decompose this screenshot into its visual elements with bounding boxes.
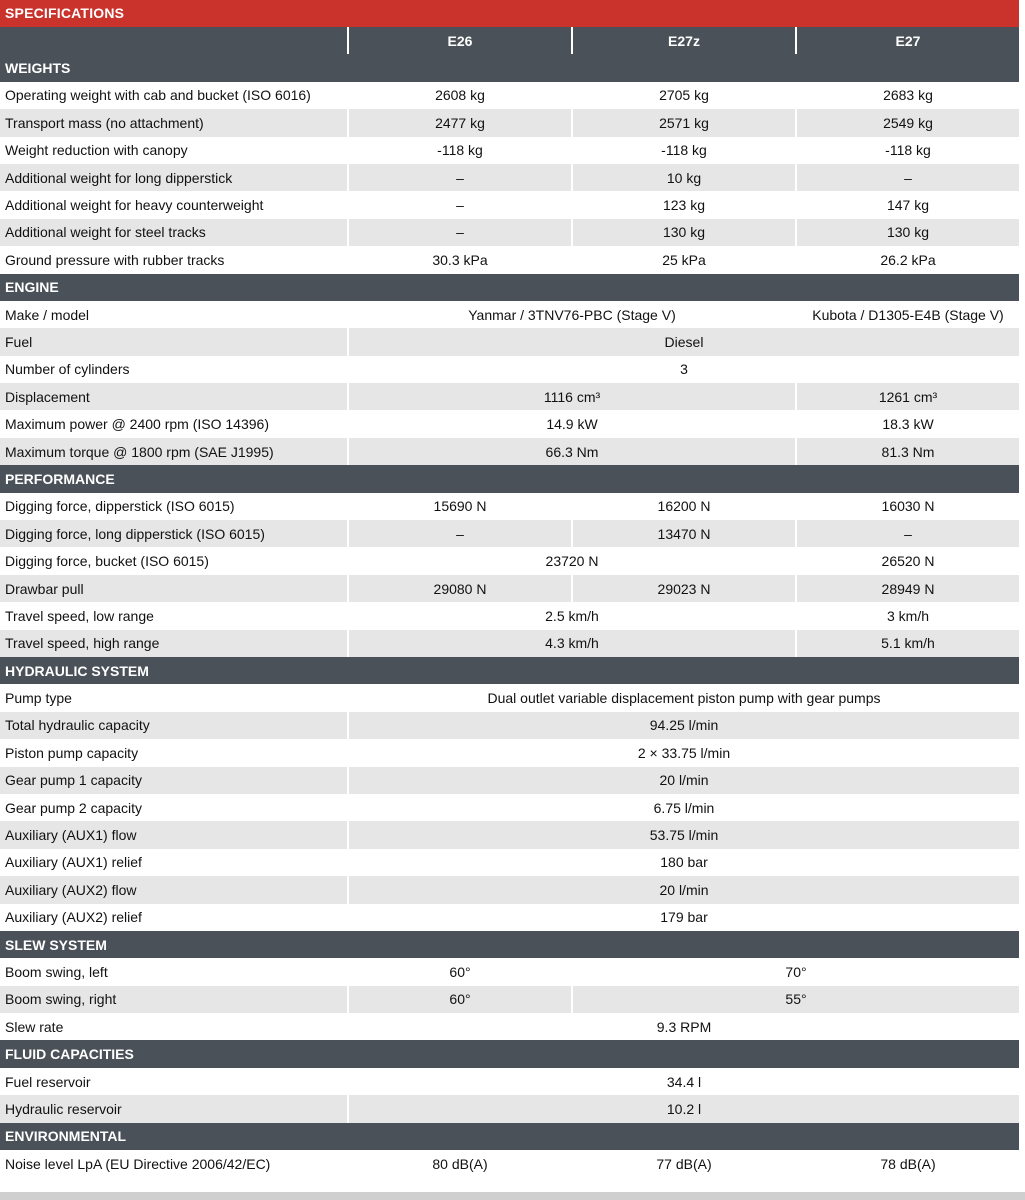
spec-row bbox=[0, 684, 1019, 711]
spec-value: 70° bbox=[571, 958, 1019, 985]
spec-row bbox=[0, 246, 1019, 273]
spec-label: Auxiliary (AUX1) relief bbox=[5, 854, 142, 871]
section-header bbox=[0, 54, 1019, 81]
spec-value: 81.3 Nm bbox=[795, 438, 1019, 465]
spec-row bbox=[0, 520, 1019, 547]
section-header bbox=[0, 1040, 1019, 1067]
spec-value: 78 dB(A) bbox=[795, 1150, 1019, 1177]
spec-value: 13470 N bbox=[571, 520, 795, 547]
spec-row bbox=[0, 986, 1019, 1013]
spec-label: Auxiliary (AUX1) flow bbox=[0, 821, 347, 848]
spec-value: 2571 kg bbox=[571, 109, 795, 136]
column-header-e26: E26 bbox=[347, 27, 571, 54]
section-title: SLEW SYSTEM bbox=[0, 931, 1019, 958]
spec-label: Auxiliary (AUX2) relief bbox=[5, 909, 142, 926]
spec-label: Digging force, dipperstick (ISO 6015) bbox=[5, 498, 235, 515]
spec-row bbox=[0, 137, 1019, 164]
section-title: ENGINE bbox=[0, 274, 1019, 301]
section-header bbox=[0, 274, 1019, 301]
page-title: SPECIFICATIONS bbox=[0, 0, 1019, 27]
spec-value: – bbox=[347, 219, 571, 246]
spec-value: 29080 N bbox=[347, 575, 571, 602]
spec-value: 25 kPa bbox=[571, 246, 795, 273]
spec-value: 3 km/h bbox=[795, 602, 1019, 629]
spec-table bbox=[0, 27, 1019, 1177]
spec-label: Digging force, long dipperstick (ISO 6015) bbox=[0, 520, 347, 547]
spec-body bbox=[0, 54, 1019, 1177]
spec-label: Boom swing, right bbox=[0, 986, 347, 1013]
spec-row bbox=[0, 1013, 1019, 1040]
spec-label: Noise level LpA (EU Directive 2006/42/EC) bbox=[5, 1155, 271, 1172]
section-header bbox=[0, 657, 1019, 684]
spec-value: 60° bbox=[347, 986, 571, 1013]
spec-label: Slew rate bbox=[5, 1018, 64, 1035]
spec-label: Displacement bbox=[0, 383, 347, 410]
spec-value: 23720 N bbox=[347, 547, 795, 574]
spec-value: 55° bbox=[571, 986, 1019, 1013]
spec-label: Maximum torque @ 1800 rpm (SAE J1995) bbox=[0, 438, 347, 465]
spec-label: Fuel reservoir bbox=[5, 1073, 91, 1090]
spec-value: 2 × 33.75 l/min bbox=[347, 739, 1019, 766]
spec-row bbox=[0, 1095, 1019, 1122]
spec-label: Boom swing, left bbox=[5, 963, 108, 980]
spec-value: 2549 kg bbox=[795, 109, 1019, 136]
spec-value: 10 kg bbox=[571, 164, 795, 191]
section-title: FLUID CAPACITIES bbox=[0, 1040, 1019, 1067]
spec-value: 15690 N bbox=[347, 493, 571, 520]
spec-value: -118 kg bbox=[571, 137, 795, 164]
spec-value: Dual outlet variable displacement piston pump with gear pumps bbox=[347, 684, 1019, 711]
spec-row bbox=[0, 602, 1019, 629]
spec-row bbox=[0, 328, 1019, 355]
spec-label: Transport mass (no attachment) bbox=[0, 109, 347, 136]
spec-value: 2608 kg bbox=[347, 82, 571, 109]
spec-value: 130 kg bbox=[571, 219, 795, 246]
spec-value: 1261 cm³ bbox=[795, 383, 1019, 410]
spec-row bbox=[0, 438, 1019, 465]
spec-label: Travel speed, high range bbox=[0, 630, 347, 657]
spec-label: Gear pump 1 capacity bbox=[0, 767, 347, 794]
spec-value: 123 kg bbox=[571, 191, 795, 218]
section-title: HYDRAULIC SYSTEM bbox=[0, 657, 1019, 684]
spec-row bbox=[0, 904, 1019, 931]
spec-label: Travel speed, low range bbox=[5, 607, 154, 624]
spec-label: Total hydraulic capacity bbox=[0, 712, 347, 739]
spec-label: Operating weight with cab and bucket (ISO 6016) bbox=[5, 87, 311, 104]
spec-value: 34.4 l bbox=[347, 1068, 1019, 1095]
spec-row bbox=[0, 630, 1019, 657]
spec-value: 1116 cm³ bbox=[347, 383, 795, 410]
spec-value: 130 kg bbox=[795, 219, 1019, 246]
spec-row bbox=[0, 164, 1019, 191]
spec-row bbox=[0, 767, 1019, 794]
spec-row bbox=[0, 82, 1019, 109]
spec-label: Weight reduction with canopy bbox=[5, 142, 188, 159]
spec-row bbox=[0, 821, 1019, 848]
spec-label: Drawbar pull bbox=[0, 575, 347, 602]
spec-value: 30.3 kPa bbox=[347, 246, 571, 273]
spec-label: Additional weight for long dipperstick bbox=[0, 164, 347, 191]
spec-value: 53.75 l/min bbox=[347, 821, 1019, 848]
spec-row bbox=[0, 739, 1019, 766]
spec-value: 147 kg bbox=[795, 191, 1019, 218]
spec-row bbox=[0, 356, 1019, 383]
section-header bbox=[0, 1123, 1019, 1150]
spec-value: 6.75 l/min bbox=[347, 794, 1019, 821]
spec-label: Auxiliary (AUX2) flow bbox=[0, 876, 347, 903]
section-title: ENVIRONMENTAL bbox=[0, 1123, 1019, 1150]
spec-label: Digging force, bucket (ISO 6015) bbox=[5, 553, 209, 570]
spec-value: 5.1 km/h bbox=[795, 630, 1019, 657]
spec-value: 20 l/min bbox=[347, 876, 1019, 903]
spec-row bbox=[0, 191, 1019, 218]
spec-row bbox=[0, 794, 1019, 821]
spec-value: 16030 N bbox=[795, 493, 1019, 520]
spec-row bbox=[0, 410, 1019, 437]
spec-label: Additional weight for steel tracks bbox=[0, 219, 347, 246]
spec-row bbox=[0, 219, 1019, 246]
spec-value: 66.3 Nm bbox=[347, 438, 795, 465]
spec-row bbox=[0, 1068, 1019, 1095]
spec-value: 28949 N bbox=[795, 575, 1019, 602]
spec-value: 10.2 l bbox=[347, 1095, 1019, 1122]
spec-value: 77 dB(A) bbox=[571, 1150, 795, 1177]
spec-value: 94.25 l/min bbox=[347, 712, 1019, 739]
spec-value: 20 l/min bbox=[347, 767, 1019, 794]
spec-value: Yanmar / 3TNV76-PBC (Stage V) bbox=[347, 301, 795, 328]
spec-row bbox=[0, 849, 1019, 876]
spec-value: -118 kg bbox=[347, 137, 571, 164]
spec-value: 29023 N bbox=[571, 575, 795, 602]
column-header-blank bbox=[0, 27, 347, 54]
spec-value: 26520 N bbox=[795, 547, 1019, 574]
section-title: WEIGHTS bbox=[0, 54, 1019, 81]
spec-label: Maximum power @ 2400 rpm (ISO 14396) bbox=[5, 416, 269, 433]
spec-label: Hydraulic reservoir bbox=[0, 1095, 347, 1122]
spec-value: 2477 kg bbox=[347, 109, 571, 136]
spec-value: – bbox=[795, 520, 1019, 547]
spec-value: 3 bbox=[347, 356, 1019, 383]
spec-value: – bbox=[795, 164, 1019, 191]
spec-value: 2705 kg bbox=[571, 82, 795, 109]
spec-value: 60° bbox=[347, 958, 571, 985]
spec-value: 180 bar bbox=[347, 849, 1019, 876]
spec-value: 2683 kg bbox=[795, 82, 1019, 109]
spec-value: 14.9 kW bbox=[347, 410, 795, 437]
column-header-e27: E27 bbox=[795, 27, 1019, 54]
spec-row bbox=[0, 575, 1019, 602]
spec-row bbox=[0, 958, 1019, 985]
spec-value: 9.3 RPM bbox=[347, 1013, 1019, 1040]
spec-value: 2.5 km/h bbox=[347, 602, 795, 629]
footer-band bbox=[0, 1192, 1025, 1200]
spec-label: Pump type bbox=[5, 690, 72, 707]
spec-value: – bbox=[347, 164, 571, 191]
spec-label: Piston pump capacity bbox=[5, 744, 139, 761]
spec-row bbox=[0, 547, 1019, 574]
spec-label: Fuel bbox=[0, 328, 347, 355]
spec-label: Ground pressure with rubber tracks bbox=[5, 251, 225, 268]
column-header-e27z: E27z bbox=[571, 27, 795, 54]
spec-value: -118 kg bbox=[795, 137, 1019, 164]
spec-value: – bbox=[347, 191, 571, 218]
spec-value: Kubota / D1305-E4B (Stage V) bbox=[795, 301, 1019, 328]
spec-label: Number of cylinders bbox=[5, 361, 130, 378]
spec-value: 16200 N bbox=[571, 493, 795, 520]
spec-row bbox=[0, 383, 1019, 410]
spec-row bbox=[0, 876, 1019, 903]
spec-value: 26.2 kPa bbox=[795, 246, 1019, 273]
section-header bbox=[0, 465, 1019, 492]
spec-label: Gear pump 2 capacity bbox=[5, 799, 142, 816]
spec-label: Make / model bbox=[5, 306, 90, 323]
spec-value: 80 dB(A) bbox=[347, 1150, 571, 1177]
spec-value: 179 bar bbox=[347, 904, 1019, 931]
spec-label: Additional weight for heavy counterweight bbox=[5, 197, 264, 214]
spec-row bbox=[0, 493, 1019, 520]
spec-row bbox=[0, 1150, 1019, 1177]
column-header-row bbox=[0, 27, 1019, 54]
spec-value: – bbox=[347, 520, 571, 547]
section-title: PERFORMANCE bbox=[0, 465, 1019, 492]
spec-value: 18.3 kW bbox=[795, 410, 1019, 437]
spec-row bbox=[0, 301, 1019, 328]
spec-value: Diesel bbox=[347, 328, 1019, 355]
spec-row bbox=[0, 109, 1019, 136]
spec-value: 4.3 km/h bbox=[347, 630, 795, 657]
section-header bbox=[0, 931, 1019, 958]
spec-row bbox=[0, 712, 1019, 739]
